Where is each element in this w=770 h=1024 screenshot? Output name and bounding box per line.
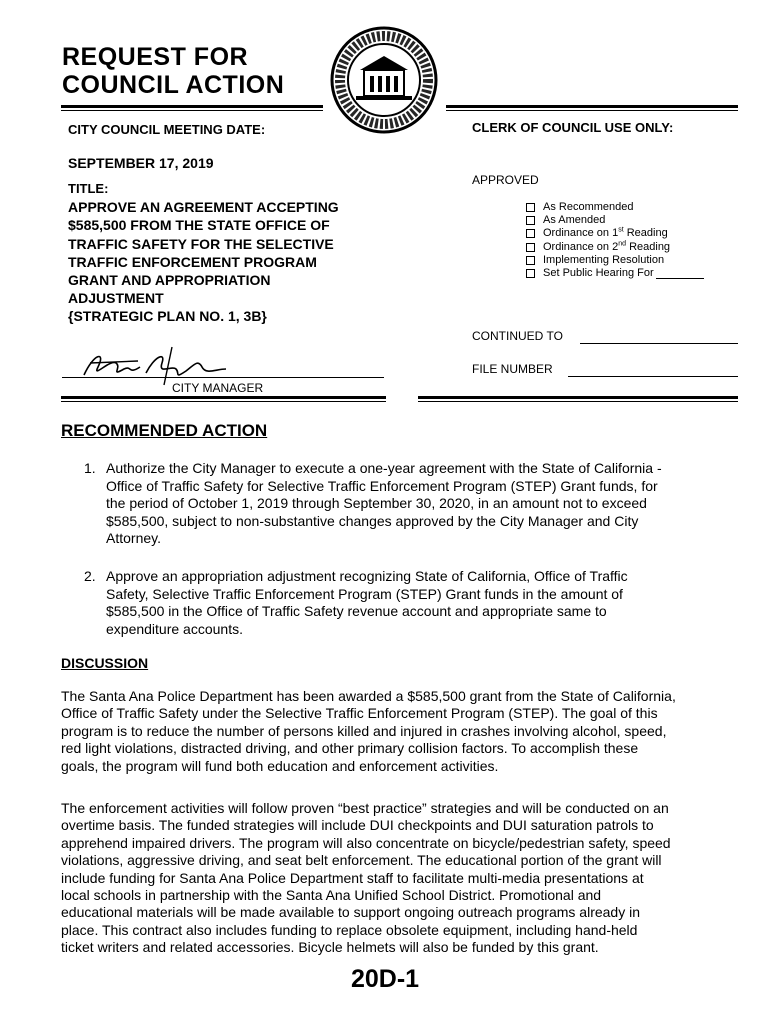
title-label: TITLE:	[68, 181, 109, 196]
header-rule-left	[61, 105, 323, 108]
text-line: the period of October 1, 2019 through September 30, 2020, in an amount not to exceed	[106, 495, 647, 512]
approval-option	[526, 254, 704, 267]
item-text	[106, 460, 712, 548]
title-line: TRAFFIC ENFORCEMENT PROGRAM	[68, 253, 317, 270]
item-text	[106, 568, 712, 638]
title-line: $585,500 FROM THE STATE OFFICE OF	[68, 217, 330, 234]
meeting-date: SEPTEMBER 17, 2019	[68, 155, 214, 171]
approval-option	[526, 267, 704, 280]
text-line: overtime basis. The funded strategies will include DUI checkpoints and DUI saturation patrols to	[61, 817, 654, 834]
recommended-action-heading: RECOMMENDED ACTION	[61, 421, 268, 440]
page-title-line2: COUNCIL ACTION	[62, 71, 285, 99]
clerk-label: CLERK OF COUNCIL USE ONLY:	[472, 120, 674, 135]
approval-option-label: As Amended	[543, 214, 606, 227]
city-seal-logo	[330, 26, 438, 134]
page-title	[62, 43, 284, 99]
text-line: goals, the program will fund both education and enforcement activities.	[61, 757, 499, 774]
text-line: include funding for Santa Ana Police Department staff to facilitate multi-media presentations at	[61, 869, 644, 886]
approval-option	[526, 241, 704, 254]
text-line: red light violations, distracted driving, and other primary collision factors. To accomplish these	[61, 740, 639, 757]
text-line: ticket writers and related accessories. Bicycle helmets will also be funded by this grant.	[61, 939, 599, 956]
approval-option	[526, 201, 704, 214]
discussion-paragraph	[61, 688, 714, 775]
item-number: 1.	[84, 460, 96, 476]
header-rule-right	[446, 105, 738, 108]
page-title-line1: REQUEST FOR	[62, 43, 249, 71]
title-line: ADJUSTMENT	[68, 290, 164, 307]
approval-option-label: Implementing Resolution	[543, 253, 665, 266]
continued-to-label: CONTINUED TO	[472, 329, 563, 343]
signature-line	[62, 377, 384, 378]
text-line: program is to reduce the number of persons killed and injured in crashes involving alcohol, speed,	[61, 722, 667, 739]
recommended-item	[84, 460, 712, 548]
text-line: Approve an appropriation adjustment recognizing State of California, Office of Traffic	[106, 568, 628, 584]
discussion-paragraph	[61, 800, 714, 957]
discussion-heading: DISCUSSION	[61, 655, 149, 671]
item-number: 2.	[84, 568, 96, 584]
approval-option	[526, 227, 704, 240]
text-line: $585,500, subject to non-substantive changes approved by the City Manager and City	[106, 512, 639, 529]
title-line: {STRATEGIC PLAN NO. 1, 3B}	[68, 308, 267, 325]
title-block	[68, 180, 398, 326]
checkbox[interactable]	[526, 256, 535, 265]
checkbox[interactable]	[526, 243, 535, 252]
file-number-label: FILE NUMBER	[472, 362, 553, 376]
header-rule-right-thin	[446, 110, 738, 111]
title-line: APPROVE AN AGREEMENT ACCEPTING	[68, 199, 339, 216]
text-line: $585,500 in the Office of Traffic Safety revenue account and appropriate same to	[106, 603, 607, 620]
text-line: Office of Traffic Safety for Selective Traffic Enforcement Program (STEP) Grant funds, for	[106, 477, 658, 494]
approval-option-label: Set Public Hearing For	[543, 266, 654, 279]
text-line: Office of Traffic Safety under the Selective Traffic Enforcement Program (STEP). The goal of this	[61, 705, 658, 722]
text-line: expenditure accounts.	[106, 620, 243, 637]
checkbox[interactable]	[526, 269, 535, 278]
approval-option-label: Ordinance on 2nd Reading	[543, 239, 671, 253]
title-line: TRAFFIC SAFETY FOR THE SELECTIVE	[68, 235, 334, 252]
title-line: GRANT AND APPROPRIATION	[68, 272, 271, 289]
text-line: The Santa Ana Police Department has been awarded a $585,500 grant from the State of California,	[61, 688, 676, 704]
clerk-rule-thin	[418, 401, 738, 402]
checkbox[interactable]	[526, 216, 535, 225]
text-line: Attorney.	[106, 530, 161, 547]
approval-option-label: Ordinance on 1st Reading	[543, 226, 668, 240]
hearing-date-blank[interactable]	[656, 269, 704, 279]
signature-rule-thin	[61, 401, 386, 402]
page-identifier: 20D-1	[350, 965, 420, 993]
text-line: Authorize the City Manager to execute a one-year agreement with the State of California -	[106, 460, 662, 476]
header-rule-left-thin	[61, 110, 323, 111]
checkbox[interactable]	[526, 203, 535, 212]
signature-rule	[61, 396, 386, 399]
text-line: Safety, Selective Traffic Enforcement Program (STEP) Grant funds in the amount of	[106, 585, 623, 602]
text-line: educational materials will be made available to support ongoing outreach programs already in	[61, 904, 641, 921]
continued-to-field[interactable]	[580, 343, 738, 344]
approval-option	[526, 214, 704, 227]
recommended-item	[84, 568, 712, 638]
file-number-field[interactable]	[568, 376, 738, 377]
approval-option-label: As Recommended	[543, 201, 634, 213]
clerk-rule	[418, 396, 738, 399]
text-line: violations, aggressive driving, and seat belt enforcement. The educational portion of the grant will	[61, 852, 662, 869]
checkbox[interactable]	[526, 229, 535, 238]
approval-checkbox-list	[526, 201, 704, 280]
signature-title: CITY MANAGER	[172, 381, 264, 395]
text-line: local schools in partnership with the Santa Ana Unified School District. Promotional and	[61, 887, 602, 904]
meeting-date-label: CITY COUNCIL MEETING DATE:	[68, 122, 266, 137]
text-line: place. This contract also includes funding to replace obsolete equipment, including hand-held	[61, 921, 638, 938]
approved-label: APPROVED	[472, 173, 539, 187]
text-line: apprehend impaired drivers. The program will also concentrate on bicycle/pedestrian safety, speed	[61, 834, 671, 851]
text-line: The enforcement activities will follow proven “best practice” strategies and will be conducted on an	[61, 800, 669, 816]
